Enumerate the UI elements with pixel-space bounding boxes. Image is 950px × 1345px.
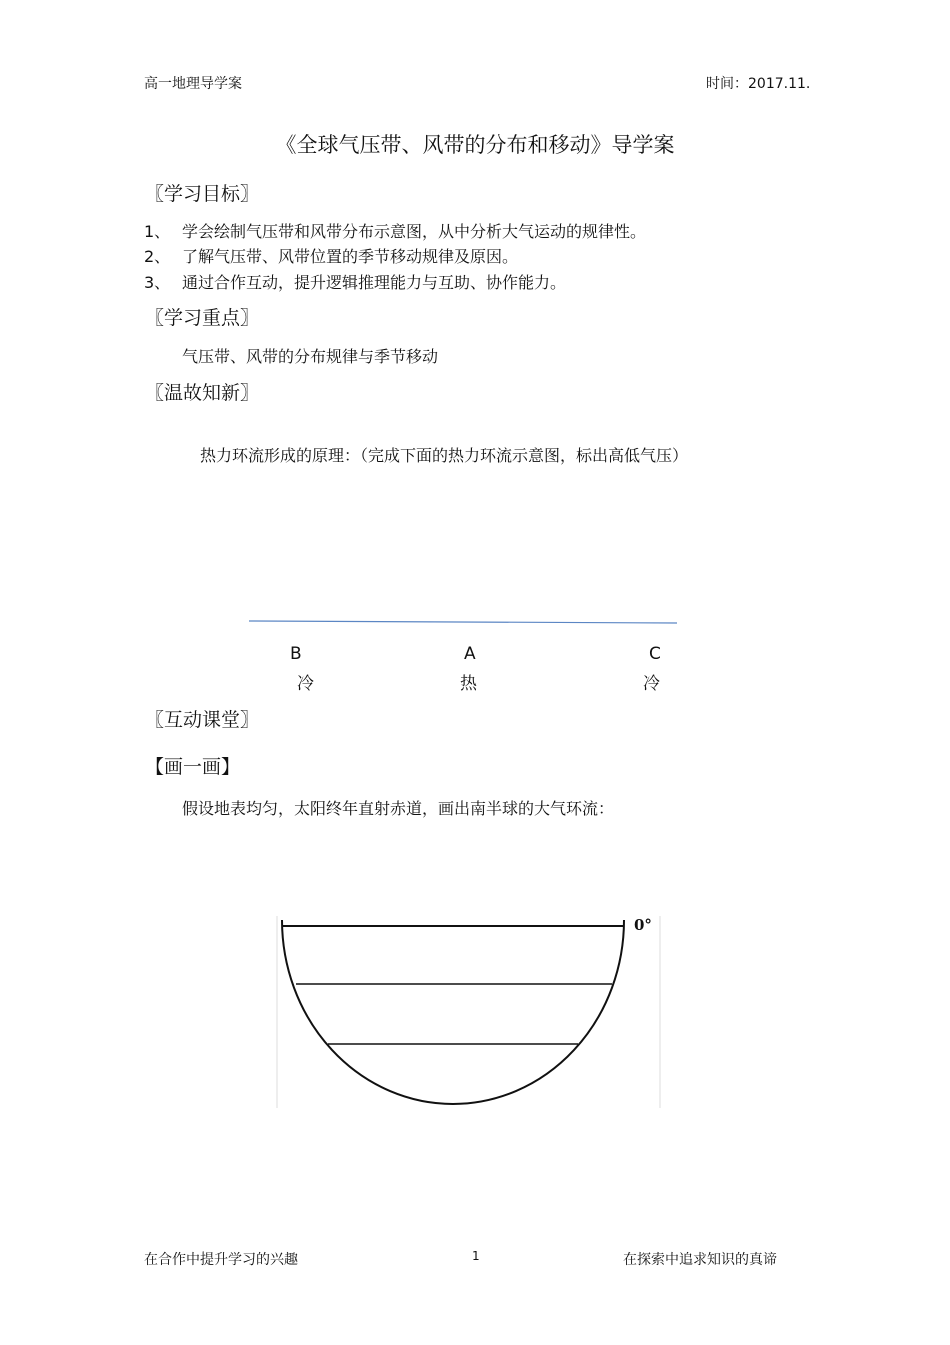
point-a-temperature: 热 bbox=[460, 674, 477, 694]
southern-hemisphere-diagram bbox=[270, 910, 670, 1115]
equator-degree-label: 0° bbox=[634, 916, 652, 934]
review-prompt: 热力环流形成的原理：（完成下面的热力环流示意图，标出高低气压） bbox=[200, 446, 689, 465]
page-number: 1 bbox=[472, 1249, 480, 1263]
objective-text: 通过合作互动，提升逻辑推理能力与互助、协作能力。 bbox=[182, 273, 567, 292]
key-points-text: 气压带、风带的分布规律与季节移动 bbox=[182, 347, 439, 366]
draw-heading: 【画一画】 bbox=[145, 756, 241, 778]
key-points-heading: 〖学习重点〗 bbox=[145, 307, 260, 329]
objectives-heading: 〖学习目标〗 bbox=[145, 183, 260, 205]
header-date: 时间：2017.11. bbox=[706, 76, 811, 92]
page-title: 《全球气压带、风带的分布和移动》导学案 bbox=[275, 133, 675, 157]
header-left: 高一地理导学案 bbox=[144, 76, 242, 92]
objective-number: 2、 bbox=[144, 247, 171, 266]
point-b-label: B bbox=[290, 644, 302, 664]
point-b-temperature: 冷 bbox=[297, 674, 314, 694]
point-a-label: A bbox=[464, 644, 476, 664]
objective-number: 1、 bbox=[144, 222, 171, 241]
review-heading: 〖温故知新〗 bbox=[145, 382, 260, 404]
ground-line bbox=[240, 612, 690, 632]
footer-right: 在探索中追求知识的真谛 bbox=[623, 1252, 777, 1268]
objective-text: 了解气压带、风带位置的季节移动规律及原因。 bbox=[182, 247, 519, 266]
footer-left: 在合作中提升学习的兴趣 bbox=[144, 1252, 298, 1268]
draw-prompt: 假设地表均匀，太阳终年直射赤道，画出南半球的大气环流： bbox=[182, 799, 615, 818]
point-c-temperature: 冷 bbox=[643, 674, 660, 694]
point-c-label: C bbox=[649, 644, 661, 664]
objective-text: 学会绘制气压带和风带分布示意图，从中分析大气运动的规律性。 bbox=[182, 222, 647, 241]
objective-number: 3、 bbox=[144, 273, 171, 292]
classroom-heading: 〖互动课堂〗 bbox=[145, 709, 260, 731]
